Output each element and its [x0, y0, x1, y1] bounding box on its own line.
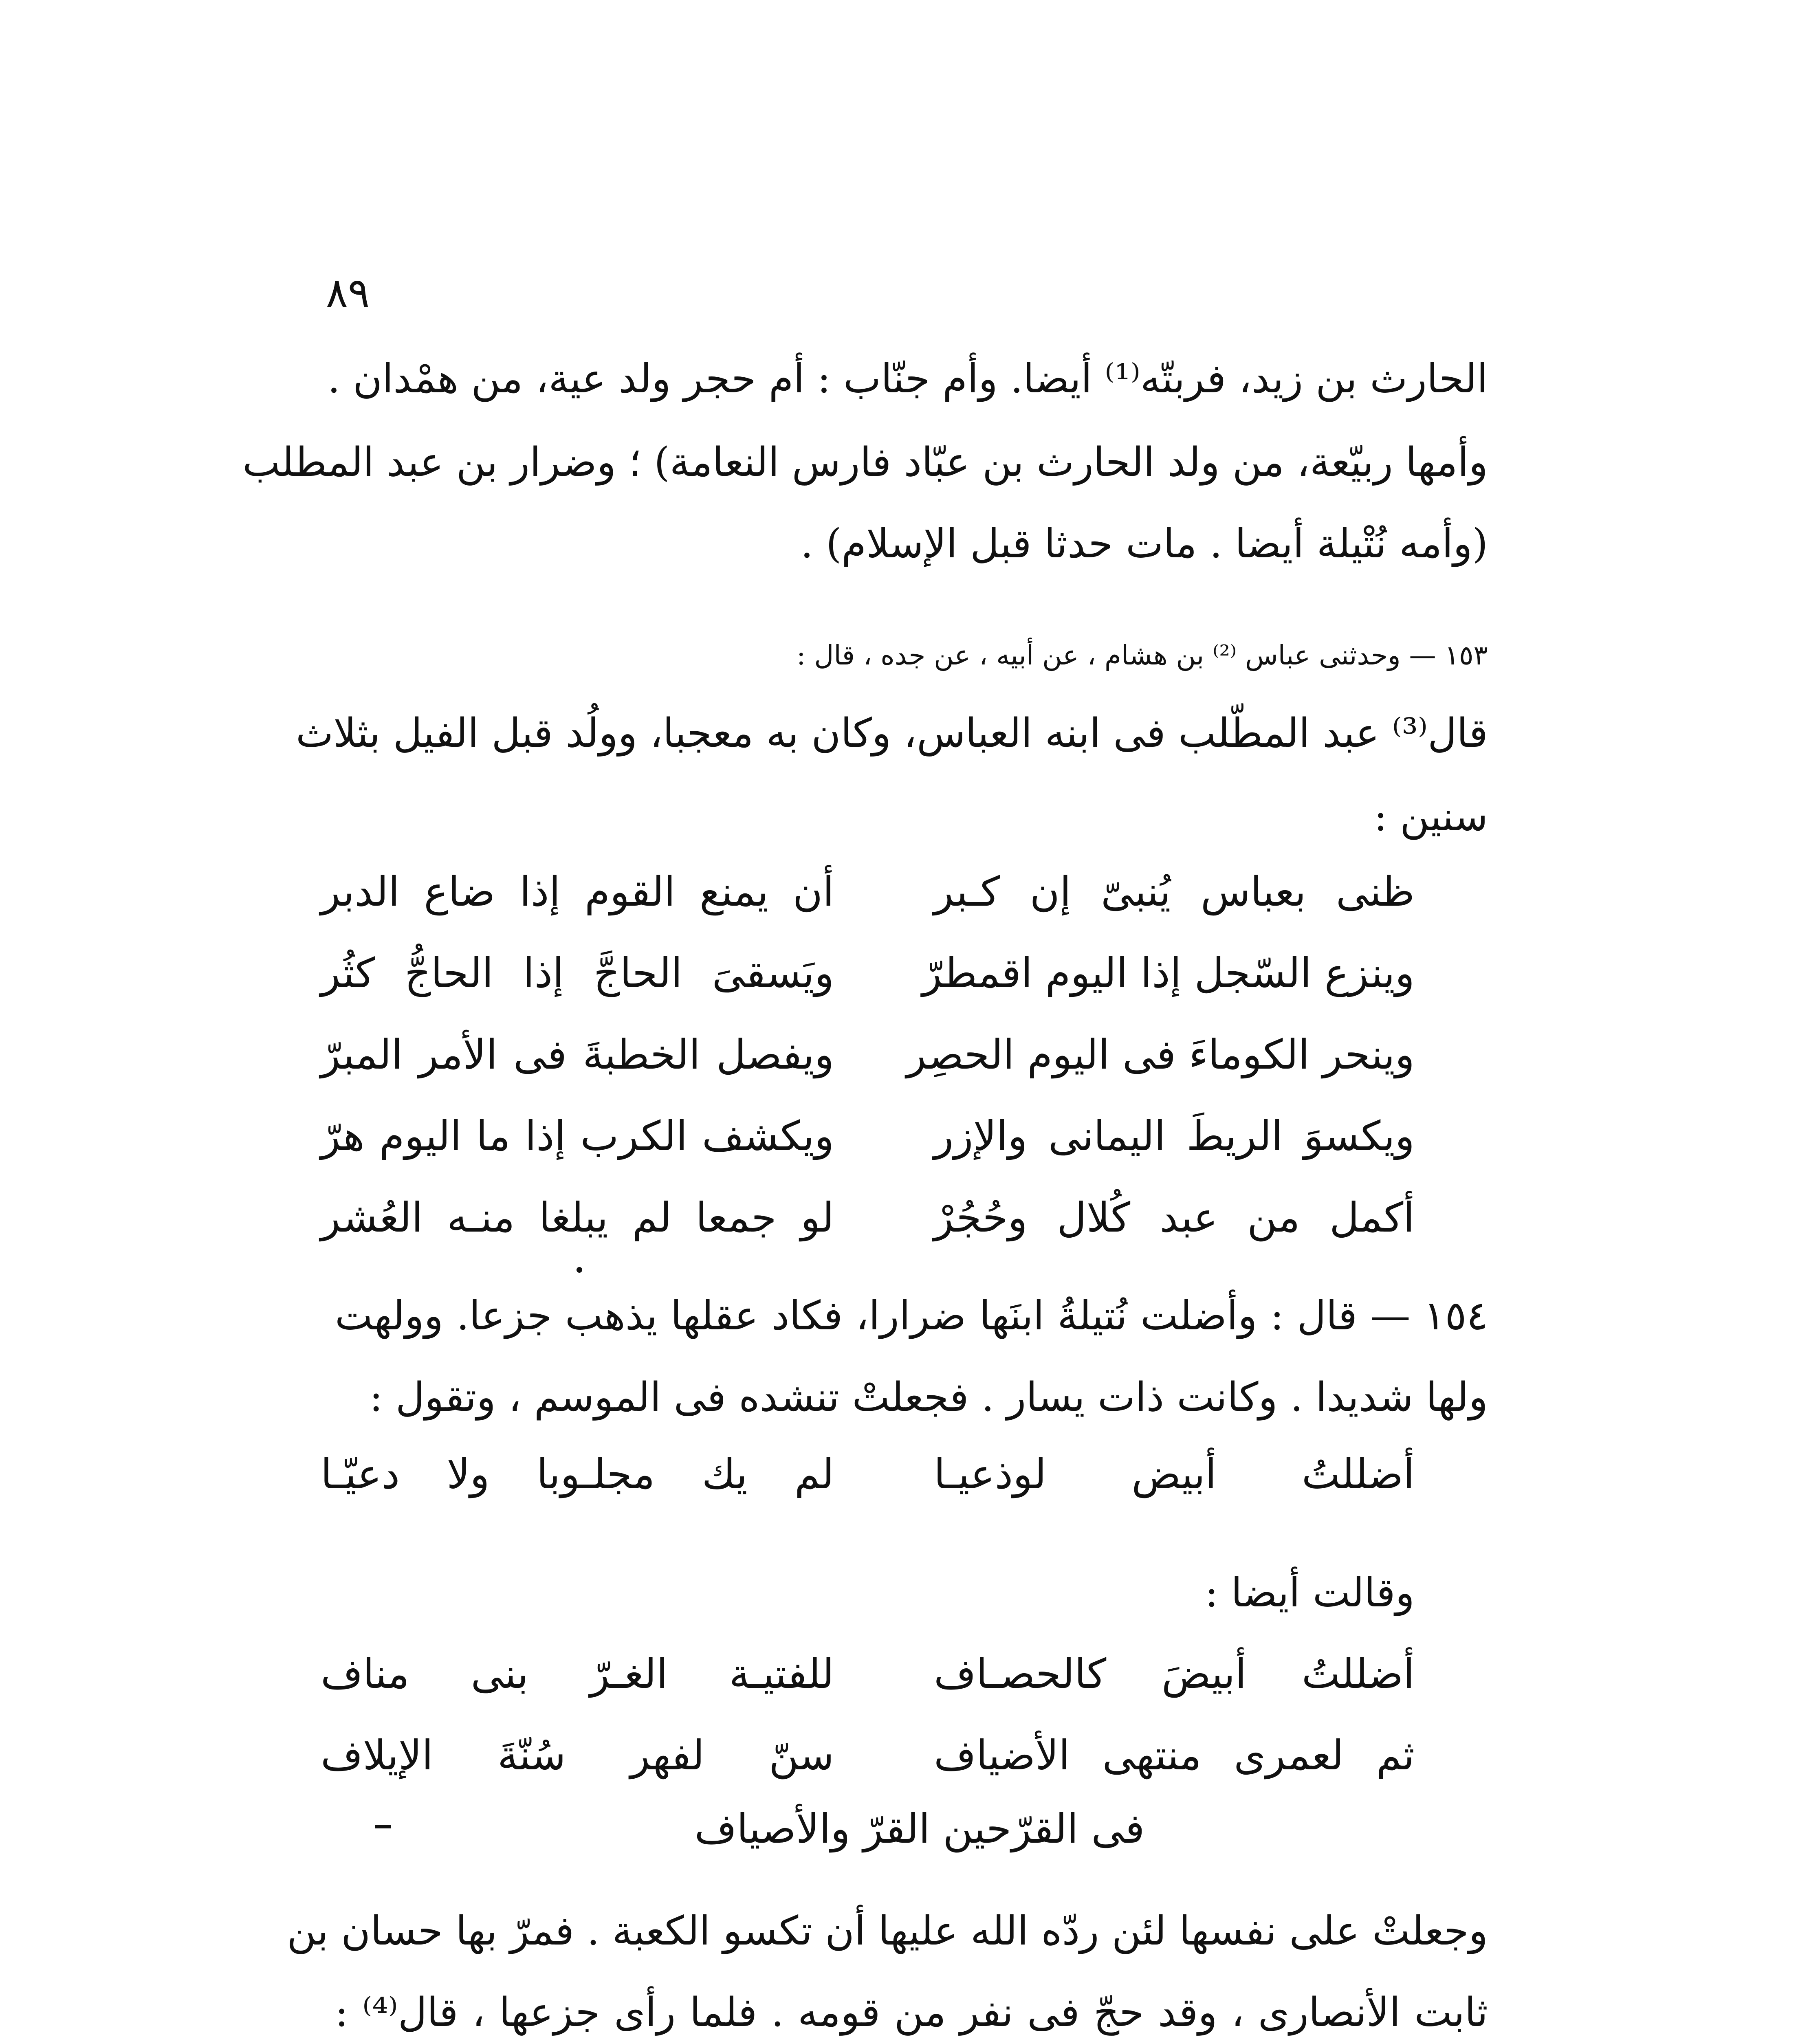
- verse-1-first-hemistich: ظنى بعباس يُنبىّ إن كـبر: [934, 868, 1415, 915]
- verse-2-second-hemistich: ويَسقىَ الحاجَّ إذا الحاجُّ كثُر: [321, 949, 834, 997]
- verse-8-second-hemistich: سنّ لفهر سُنّةَ الإيلاف: [321, 1731, 834, 1779]
- verse-6-second-hemistich: لم يك مجلـوبا ولا دعيّـا: [321, 1450, 834, 1498]
- intro-line-1: الحارث بن زيد، فربتّه⁽¹⁾ أيضا. وأم جنّاب : أم حجر ولد عية، من همْدان .: [327, 356, 1488, 402]
- verse-5-second-hemistich: لو جمعا لم يبلغا منـه العُشر: [321, 1194, 834, 1241]
- stray-dash-mark: [375, 1825, 391, 1828]
- intro-line-3: (وأمه نُتْيلة أيضا . مات حدثا قبل الإسلام) .: [800, 521, 1488, 567]
- verse-9-single-line: فى القرّحين القرّ والأصياف: [694, 1805, 1145, 1852]
- verse-7-second-hemistich: للفتيـة الغـرّ بنى مناف: [321, 1650, 834, 1698]
- section-154-intro-2: وقالت أيضا :: [1205, 1570, 1415, 1616]
- verse-4-first-hemistich: ويكسوَ الريطَ اليمانى والإزر: [934, 1112, 1415, 1160]
- verse-3-second-hemistich: ويفصل الخطبةَ فى الأمر المبرّ: [321, 1031, 834, 1078]
- verse-6-first-hemistich: أضللتُ أبيض لوذعيـا: [934, 1450, 1415, 1498]
- section-153-line-2: سنين :: [1373, 794, 1488, 840]
- page-number: ٨٩: [326, 269, 370, 317]
- verse-7-first-hemistich: أضللتُ أبيضَ كالحصـاف: [934, 1650, 1415, 1698]
- section-154-closing-line-1: وجعلتْ على نفسها لئن ردّه الله عليها أن تكسو الكعبة . فمرّ بها حسان بن: [287, 1908, 1488, 1954]
- section-153-heading: ١٥٣ — وحدثنى عباس ⁽²⁾ بن هشام ، عن أبيه ، عن جده ، قال :: [797, 640, 1488, 671]
- verse-5-first-hemistich: أكمل من عبد كُلال وحُجُرْ: [934, 1194, 1415, 1241]
- section-154-line-1: ١٥٤ — قال : وأضلت نُتيلةُ ابنَها ضرارا، فكاد عقلها يذهب جزعا. وولهت: [335, 1293, 1488, 1339]
- verse-8-first-hemistich: ثم لعمرى منتهى الأضياف: [934, 1731, 1415, 1779]
- section-153-line-1: قال⁽³⁾ عبد المطّلب فى ابنه العباس، وكان به معجبا، وولُد قبل الفيل بثلاث: [296, 710, 1488, 757]
- section-154-line-2: ولها شديدا . وكانت ذات يسار . فجعلتْ تنشده فى الموسم ، وتقول :: [369, 1374, 1488, 1421]
- verse-1-second-hemistich: أن يمنع القوم إذا ضاع الدبر: [321, 868, 834, 915]
- verse-2-first-hemistich: وينزع السّجل إذا اليوم اقمطرّ: [922, 949, 1415, 997]
- section-154-closing-line-2: ثابت الأنصارى ، وقد حجّ فى نفر من قومه . فلما رأى جزعها ، قال⁽⁴⁾ :: [335, 1989, 1488, 2036]
- verse-3-first-hemistich: وينحر الكوماءَ فى اليوم الحصِر: [906, 1031, 1415, 1078]
- verse-4-second-hemistich: ويكشف الكرب إذا ما اليوم هرّ: [321, 1112, 834, 1160]
- stray-dot-mark: [577, 1267, 582, 1273]
- intro-line-2: وأمها ربيّعة، من ولد الحارث بن عبّاد فارس النعامة) ؛ وضرار بن عبد المطلب: [242, 439, 1488, 486]
